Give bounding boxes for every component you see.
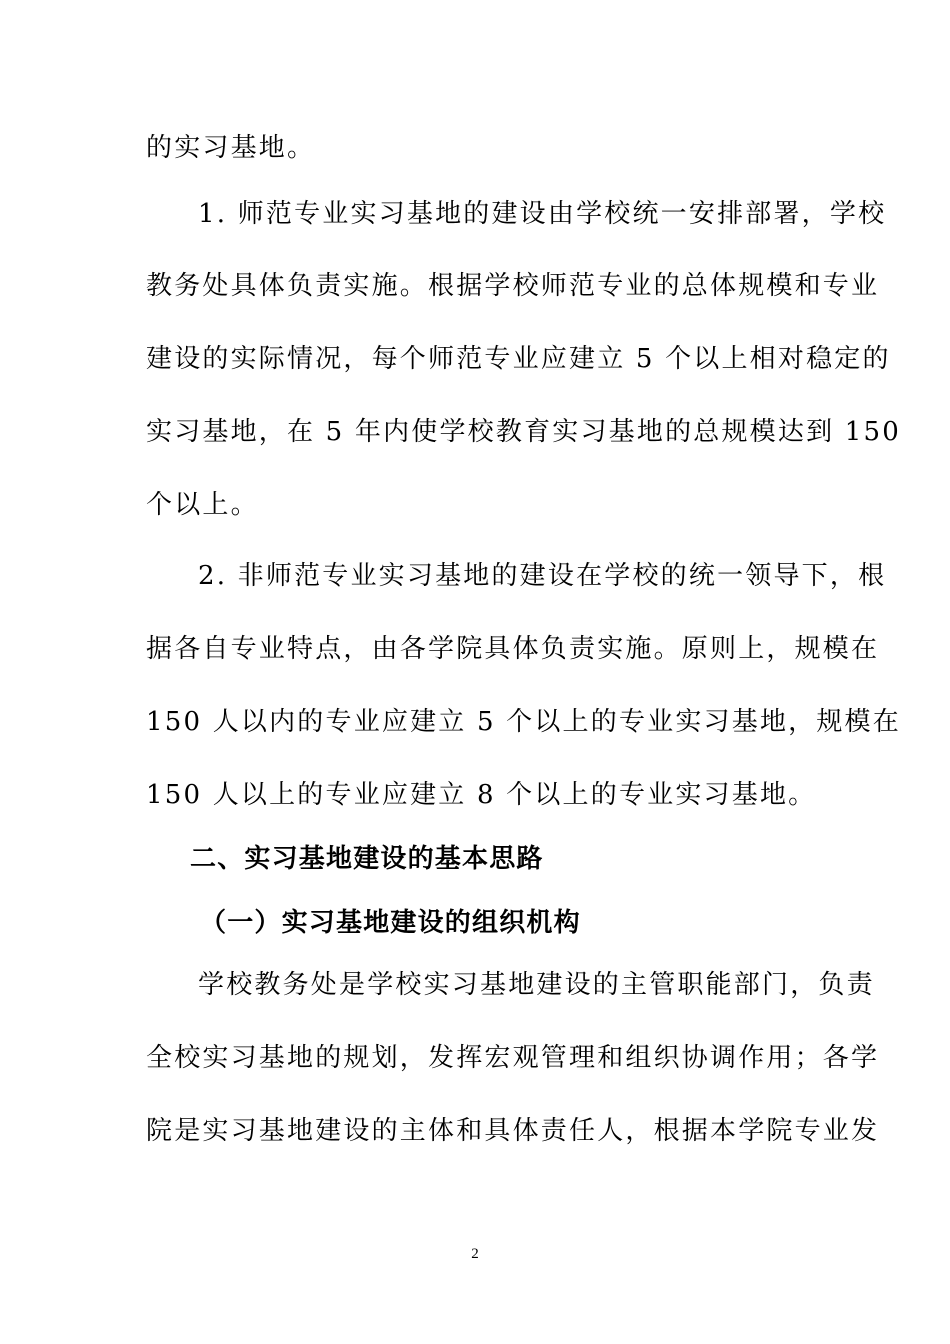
paragraph-line: 的实习基地。 <box>146 133 316 163</box>
paragraph-line: 学校教务处是学校实习基地建设的主管职能部门，负责 <box>198 970 875 1000</box>
paragraph-line: 实习基地，在 5 年内使学校教育实习基地的总规模达到 150 <box>146 417 901 447</box>
section-heading: 二、实习基地建设的基本思路 <box>190 844 544 874</box>
paragraph-line: 建设的实际情况，每个师范专业应建立 5 个以上相对稳定的 <box>146 344 891 374</box>
paragraph-line: 个以上。 <box>146 490 259 520</box>
paragraph-line: 150 人以内的专业应建立 5 个以上的专业实习基地，规模在 <box>146 707 901 737</box>
paragraph-line: 2. 非师范专业实习基地的建设在学校的统一领导下，根 <box>198 561 887 591</box>
paragraph-line: 教务处具体负责实施。根据学校师范专业的总体规模和专业 <box>146 271 880 301</box>
page-number: 2 <box>471 1246 479 1262</box>
paragraph-line: 院是实习基地建设的主体和具体责任人，根据本学院专业发 <box>146 1116 880 1146</box>
paragraph-line: 1. 师范专业实习基地的建设由学校统一安排部署，学校 <box>198 199 887 229</box>
paragraph-line: 全校实习基地的规划，发挥宏观管理和组织协调作用；各学 <box>146 1043 880 1073</box>
paragraph-line: 150 人以上的专业应建立 8 个以上的专业实习基地。 <box>146 780 817 810</box>
subsection-heading: （一）实习基地建设的组织机构 <box>200 908 581 938</box>
paragraph-line: 据各自专业特点，由各学院具体负责实施。原则上，规模在 <box>146 634 880 664</box>
